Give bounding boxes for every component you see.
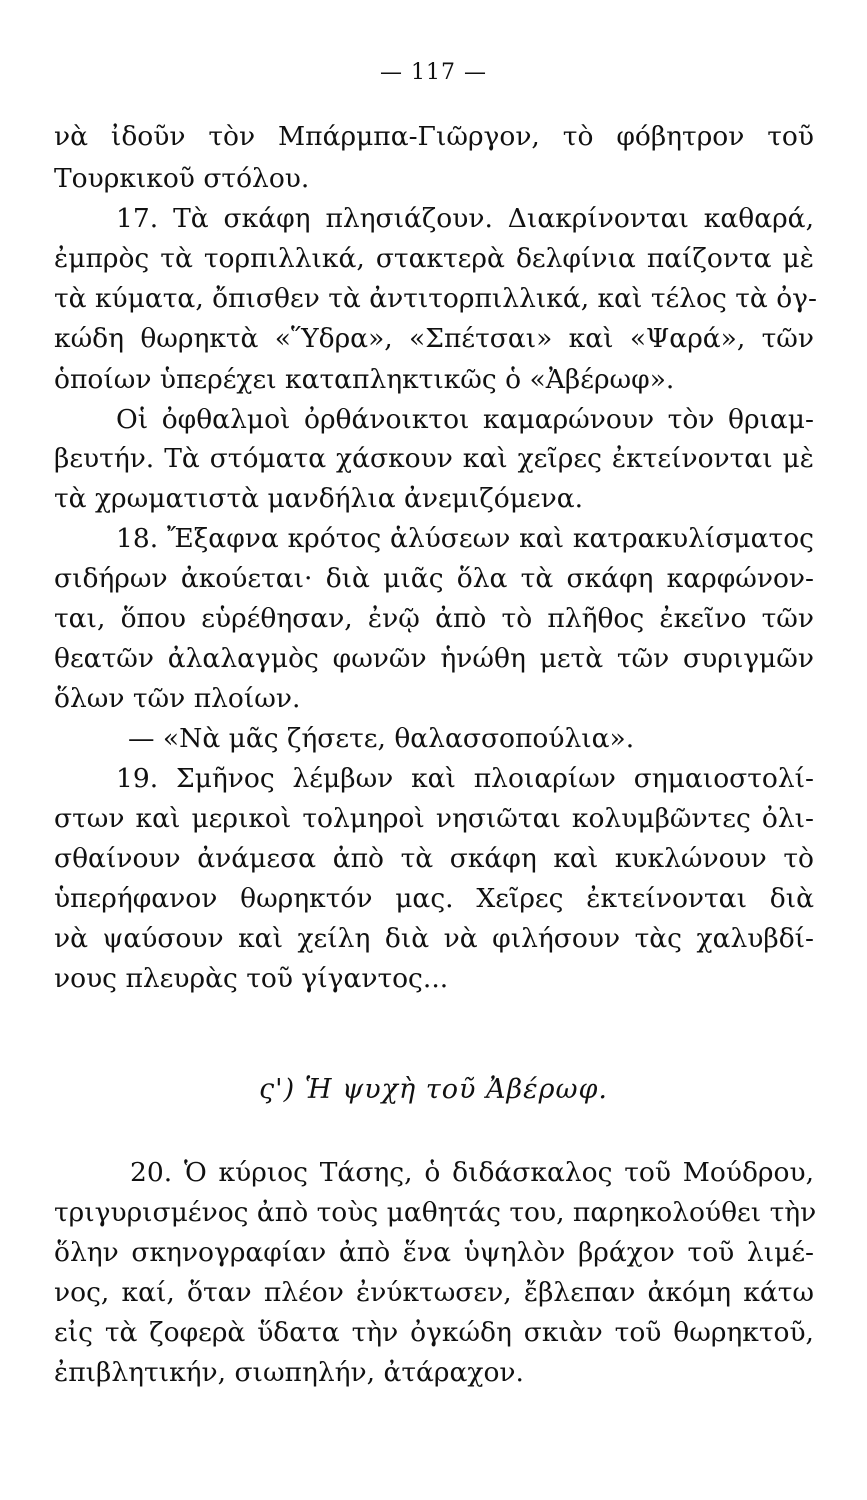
text-line: ὁποίων ὑπερέχει καταπληκτικῶς ὁ «Ἀβέρωφ». <box>54 364 675 395</box>
text-line: 18. Ἔξαφνα κρότος ἁλύσεων καὶ κατρακυλίσματος <box>116 523 814 554</box>
text-line: ται, ὅπου εὑρέθησαν, ἐνῷ ἀπὸ τὸ πλῆθος ἐκεῖνο τῶν <box>54 603 814 634</box>
text-line: 19. Σμῆνος λέμβων καὶ πλοιαρίων σημαιοστολί- <box>116 763 814 794</box>
text-line: κώδη θωρηκτὰ «Ὕδρα», «Σπέτσαι» καὶ «Ψαρά», τῶν <box>54 323 814 354</box>
text-line: ὅλην σκηνογραφίαν ἀπὸ ἕνα ὑψηλὸν βράχον τοῦ λιμέ- <box>54 1237 814 1268</box>
text-line: σθαίνουν ἀνάμεσα ἀπὸ τὰ σκάφη καὶ κυκλώνουν τὸ <box>54 843 814 874</box>
text-line: τριγυρισμένος ἀπὸ τοὺς μαθητάς του, παρηκολούθει τὴν <box>54 1197 817 1228</box>
text-line: ἐμπρὸς τὰ τορπιλλικά, στακτερὰ δελφίνια παίζοντα μὲ <box>54 243 814 274</box>
text-line: 17. Τὰ σκάφη πλησιάζουν. Διακρίνονται καθαρά, <box>116 203 814 234</box>
text-line: θεατῶν ἀλαλαγμὸς φωνῶν ἡνώθη μετὰ τῶν συριγμῶν <box>54 643 814 674</box>
text-line: νους πλευρὰς τοῦ γίγαντος... <box>54 963 449 994</box>
text-line: τὰ κύματα, ὄπισθεν τὰ ἀντιτορπιλλικά, καὶ τέλος τὰ ὀγ- <box>54 283 817 314</box>
text-line: — «Νὰ μᾶς ζήσετε, θαλασσοπούλια». <box>128 723 635 754</box>
text-line: σιδήρων ἀκούεται· διὰ μιᾶς ὅλα τὰ σκάφη καρφώνον- <box>54 563 814 594</box>
text-line: νὰ ἰδοῦν τὸν Μπάρμπα-Γιῶργον, τὸ φόβητρον τοῦ <box>54 121 814 152</box>
text-line: εἰς τὰ ζοφερὰ ὕδατα τὴν ὀγκώδη σκιὰν τοῦ θωρηκτοῦ, <box>54 1317 814 1348</box>
text-line: Οἱ ὀφθαλμοὶ ὀρθάνοικτοι καμαρώνουν τὸν θριαμ- <box>116 404 814 435</box>
text-line: βευτήν. Τὰ στόματα χάσκουν καὶ χεῖρες ἐκτείνονται μὲ <box>54 443 814 474</box>
text-line: 20. Ὁ κύριος Τάσης, ὁ διδάσκαλος τοῦ Μούδρου, <box>130 1157 814 1188</box>
text-line: Τουρκικοῦ στόλου. <box>54 163 310 194</box>
text-line: ἐπιβλητικήν, σιωπηλήν, ἀτάραχον. <box>54 1357 524 1388</box>
section-heading: ς') Ἡ ψυχὴ τοῦ Ἀβέρωφ. <box>259 1074 608 1105</box>
text-line: ὅλων τῶν πλοίων. <box>54 683 301 714</box>
text-line: τὰ χρωματιστὰ μανδήλια ἀνεμιζόμενα. <box>54 483 584 514</box>
text-line: νος, καί, ὅταν πλέον ἐνύκτωσεν, ἔβλεπαν ἀκόμη κάτω <box>54 1277 814 1308</box>
text-line: στων καὶ μερικοὶ τολμηροὶ νησιῶται κολυμβῶντες ὀλι- <box>54 803 814 834</box>
text-line: νὰ ψαύσουν καὶ χείλη διὰ νὰ φιλήσουν τὰς χαλυβδί- <box>54 923 814 954</box>
text-line: ὑπερήφανον θωρηκτόν μας. Χεῖρες ἐκτείνονται διὰ <box>54 883 814 914</box>
page-number: — 117 — <box>380 60 487 85</box>
